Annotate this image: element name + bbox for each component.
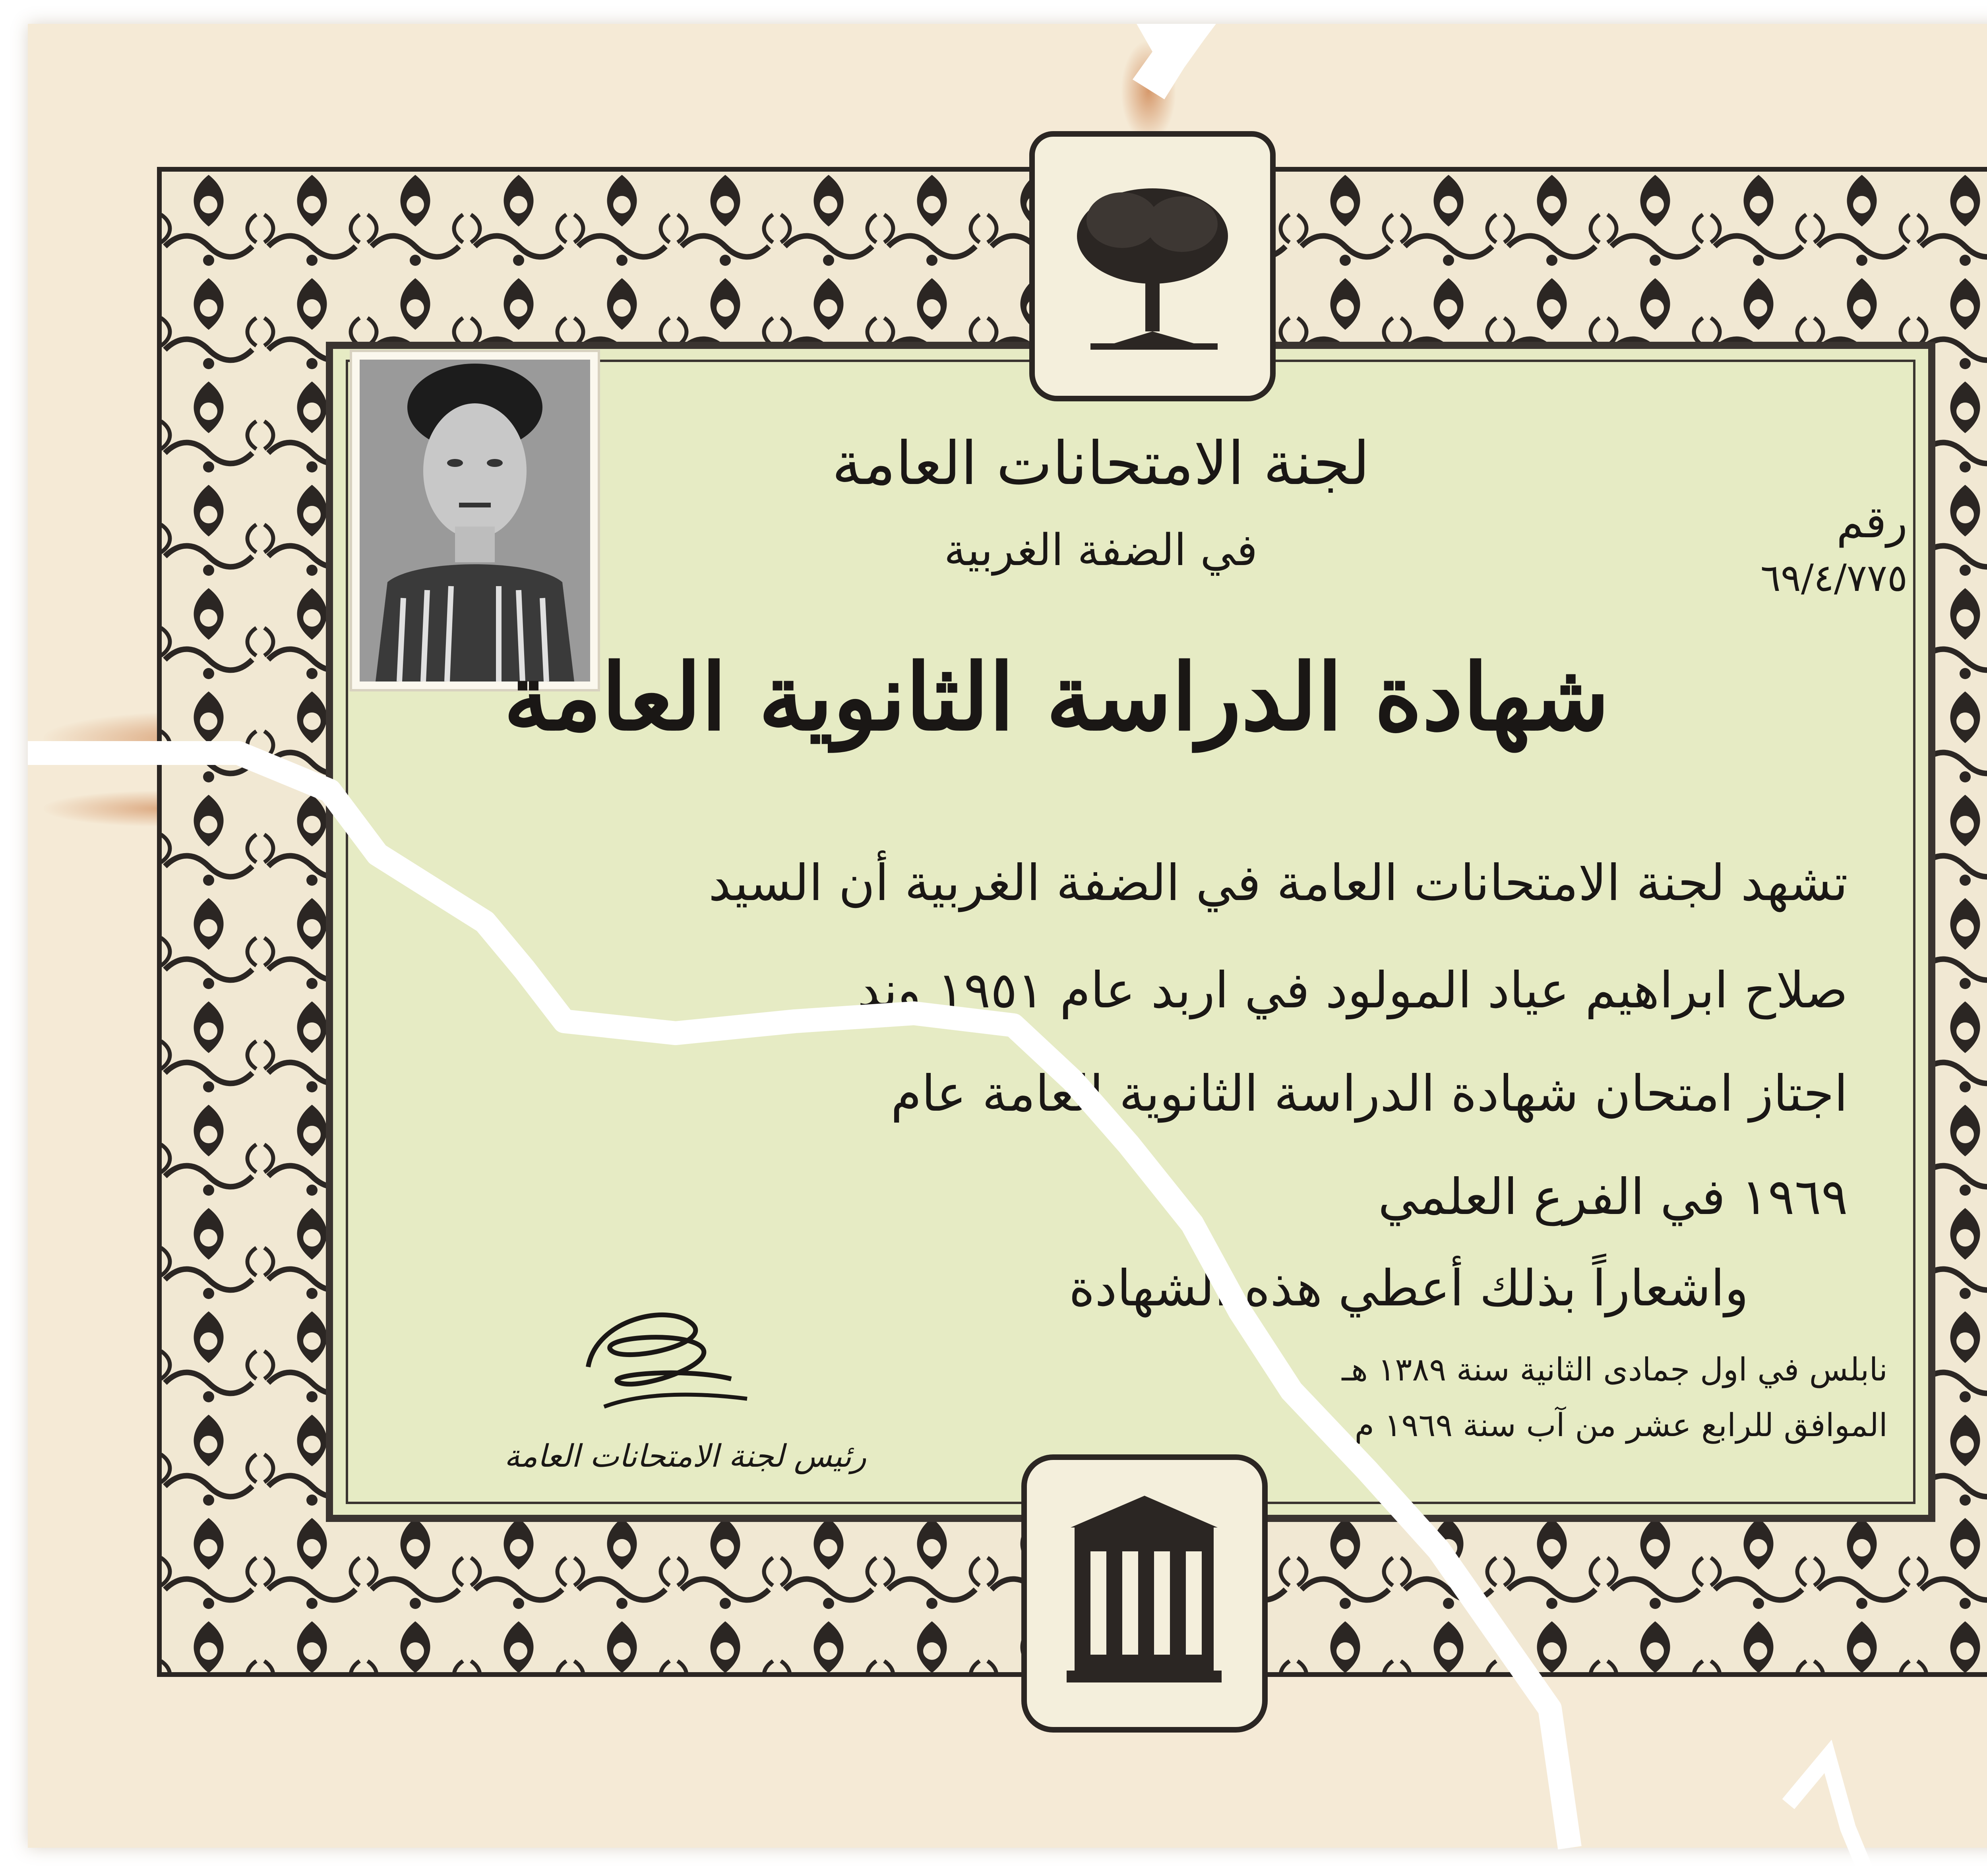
certificate-number: ٦٩/٤/٧٧٥ xyxy=(1760,556,1908,600)
committee-name: لجنة الامتحانات العامة xyxy=(832,429,1370,498)
body-line-2: صلاح ابراهيم عياد المولود في اربد عام ١٩٥١ وند xyxy=(857,962,1848,1019)
signatory-title: رئيس لجنة الامتحانات العامة xyxy=(504,1438,866,1474)
date-hijri: نابلس في اول جمادى الثانية سنة ١٣٨٩ هـ xyxy=(1342,1351,1888,1388)
number-label: رقم xyxy=(1836,497,1908,548)
committee-region: في الضفة الغربية xyxy=(944,525,1258,575)
body-line-4: ١٩٦٩ في الفرع العلمي xyxy=(1378,1168,1848,1226)
date-gregorian: الموافق للرابع عشر من آب سنة ١٩٦٩ م xyxy=(1354,1407,1888,1444)
body-line-3: اجتاز امتحان شهادة الدراسة الثانوية العامة عام xyxy=(891,1065,1848,1123)
certificate-title: شهادة الدراسة الثانوية العامة xyxy=(504,644,1609,751)
body-line-1: تشهد لجنة الامتحانات العامة في الضفة الغربية أن السيد xyxy=(708,854,1848,912)
body-line-5: واشعاراً بذلك أعطي هذه الشهادة xyxy=(1069,1260,1749,1317)
